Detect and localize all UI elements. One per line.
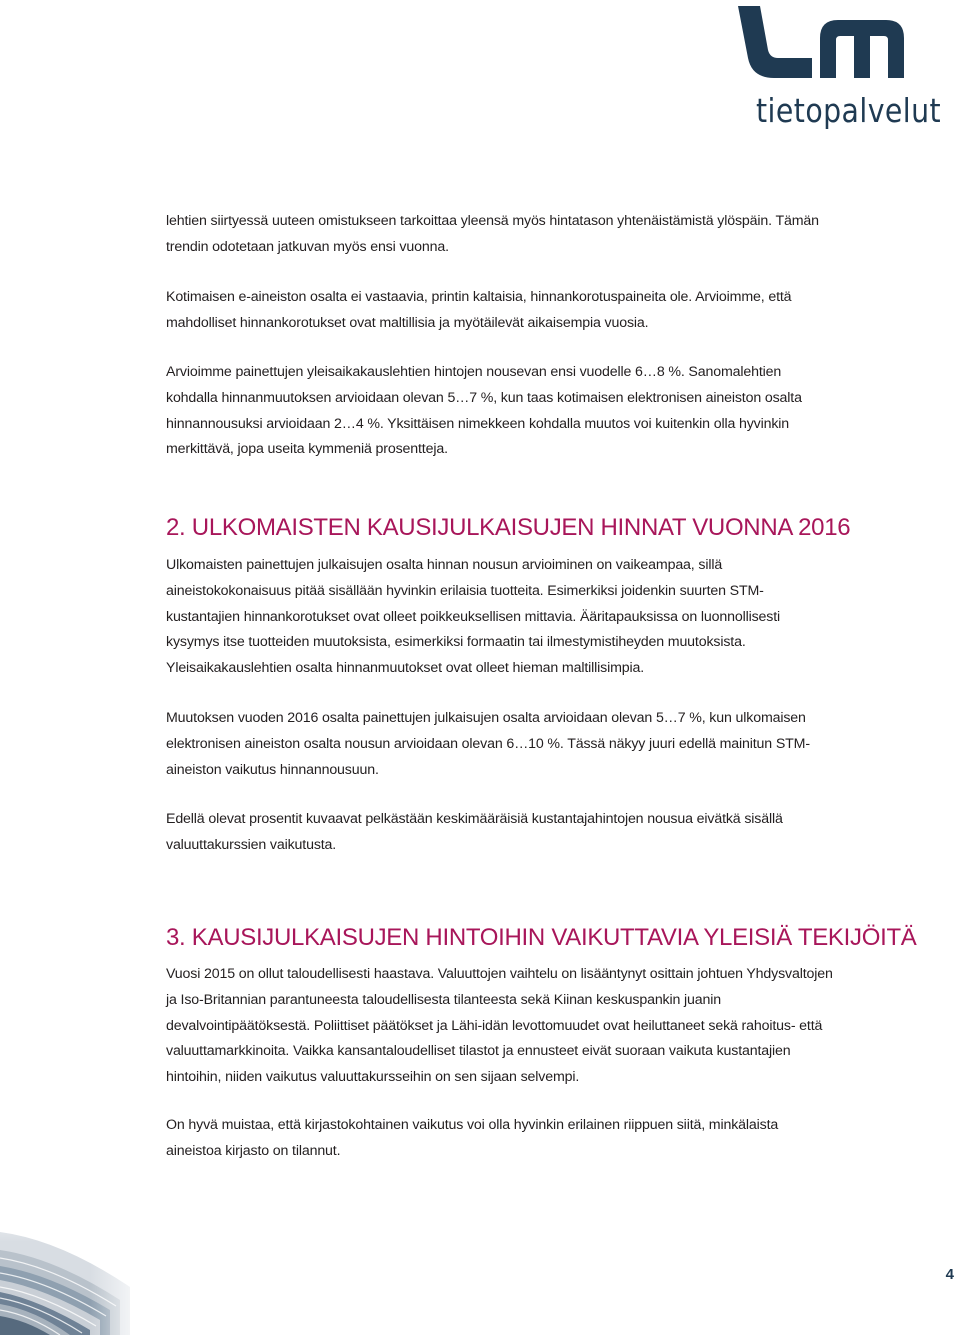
paragraph-6: Edellä olevat prosentit kuvaavat pelkästään keskimääräisiä kustantajahintojen nousua eivätkä sisällä valuuttakurssien vaikutusta. [166, 811, 783, 853]
paragraph-8: On hyvä muistaa, että kirjastokohtainen vaikutus voi olla hyvinkin erilainen riippuen siitä, minkälaista aineistoa kirjasto on tilannut. [166, 1117, 779, 1159]
paragraph-4: Ulkomaisten painettujen julkaisujen osalta hinnan nousun arvioiminen on vaikeampaa, sillä aineistokokonaisuus pitää sisällään hyvinkin erilaisia tuotteita. Esimerkiksi joidenkin suurten STM-kustantajien hinnankorotukset ovat olleet poikkeuksellisen mittavia. Ääritapauksissa on luonnollisesti kysymys itse tuotteiden muutoksista, esimerkiksi formaatin tai ilmestymistiheyden muutoksista. Yleisaikakauslehtien osalta hinnanmuutokset ovat olleet hieman maltillisimpia. [166, 557, 781, 677]
brand-logo [734, 4, 942, 144]
paragraph-2: Kotimaisen e-aineiston osalta ei vastaavia, printin kaltaisia, hinnankorotuspaineita ole. Arvioimme, että mahdolliset hinnankorotukset ovat maltillisia ja myötäilevät aikaisempia vuosia. [166, 289, 792, 331]
paragraph-3: Arvioimme painettujen yleisaikakauslehtien hintojen nousevan ensi vuodelle 6…8 %. Sanomalehtien kohdalla hinnanmuutoksen arvioidaan olevan 5…7 %, kun taas kotimaisen elektronisen aineiston osalta hinnannousuksi arvioidaan 2…4 %. Yksittäisen nimekkeen kohdalla muutos voi kuitenkin olla hyvinkin merkittävä, jopa useita kymmeniä prosentteja. [166, 364, 802, 458]
logo-wordmark: tietopalvelut [756, 91, 942, 130]
paragraph-5: Muutoksen vuoden 2016 osalta painettujen julkaisujen osalta arvioidaan olevan 5…7 %, kun ulkomaisen elektronisen aineiston osalta nousun arvioidaan olevan 6…10 %. Tässä näkyy juuri edellä mainitun STM-aineiston vaikutus hinnannousuun. [166, 710, 810, 778]
page-number: 4 [945, 1266, 954, 1283]
section-heading-3: 3. KAUSIJULKAISUJEN HINTOIHIN VAIKUTTAVIA YLEISIÄ TEKIJÖITÄ [166, 924, 917, 951]
magazine-stack-image [0, 1192, 150, 1335]
section-heading-2: 2. ULKOMAISTEN KAUSIJULKAISUJEN HINNAT VUONNA 2016 [166, 514, 851, 541]
paragraph-1: lehtien siirtyessä uuteen omistukseen tarkoittaa yleensä myös hintatason yhtenäistämistä ylöspäin. Tämän trendin odotetaan jatkuvan myös ensi vuonna. [166, 213, 819, 255]
paragraph-7: Vuosi 2015 on ollut taloudellisesti haastava. Valuuttojen vaihtelu on lisääntynyt osittain johtuen Yhdysvaltojen ja Iso-Britannian parantuneesta taloudellisesta tilanteesta sekä Kiinan keskuspankin juanin devalvointipäätöksestä. Poliittiset päätökset ja Lähi-idän levottomuudet ovat heiluttaneet sekä rahoitus- että valuuttamarkkinoita. Vaikka kansantaloudelliset tilastot ja ennusteet eivät suoraan vaikuta kustantajien hintoihin, niiden vaikutus valuuttakursseihin on sen sijaan selvempi. [166, 966, 833, 1086]
lm-logo-icon [734, 4, 910, 84]
